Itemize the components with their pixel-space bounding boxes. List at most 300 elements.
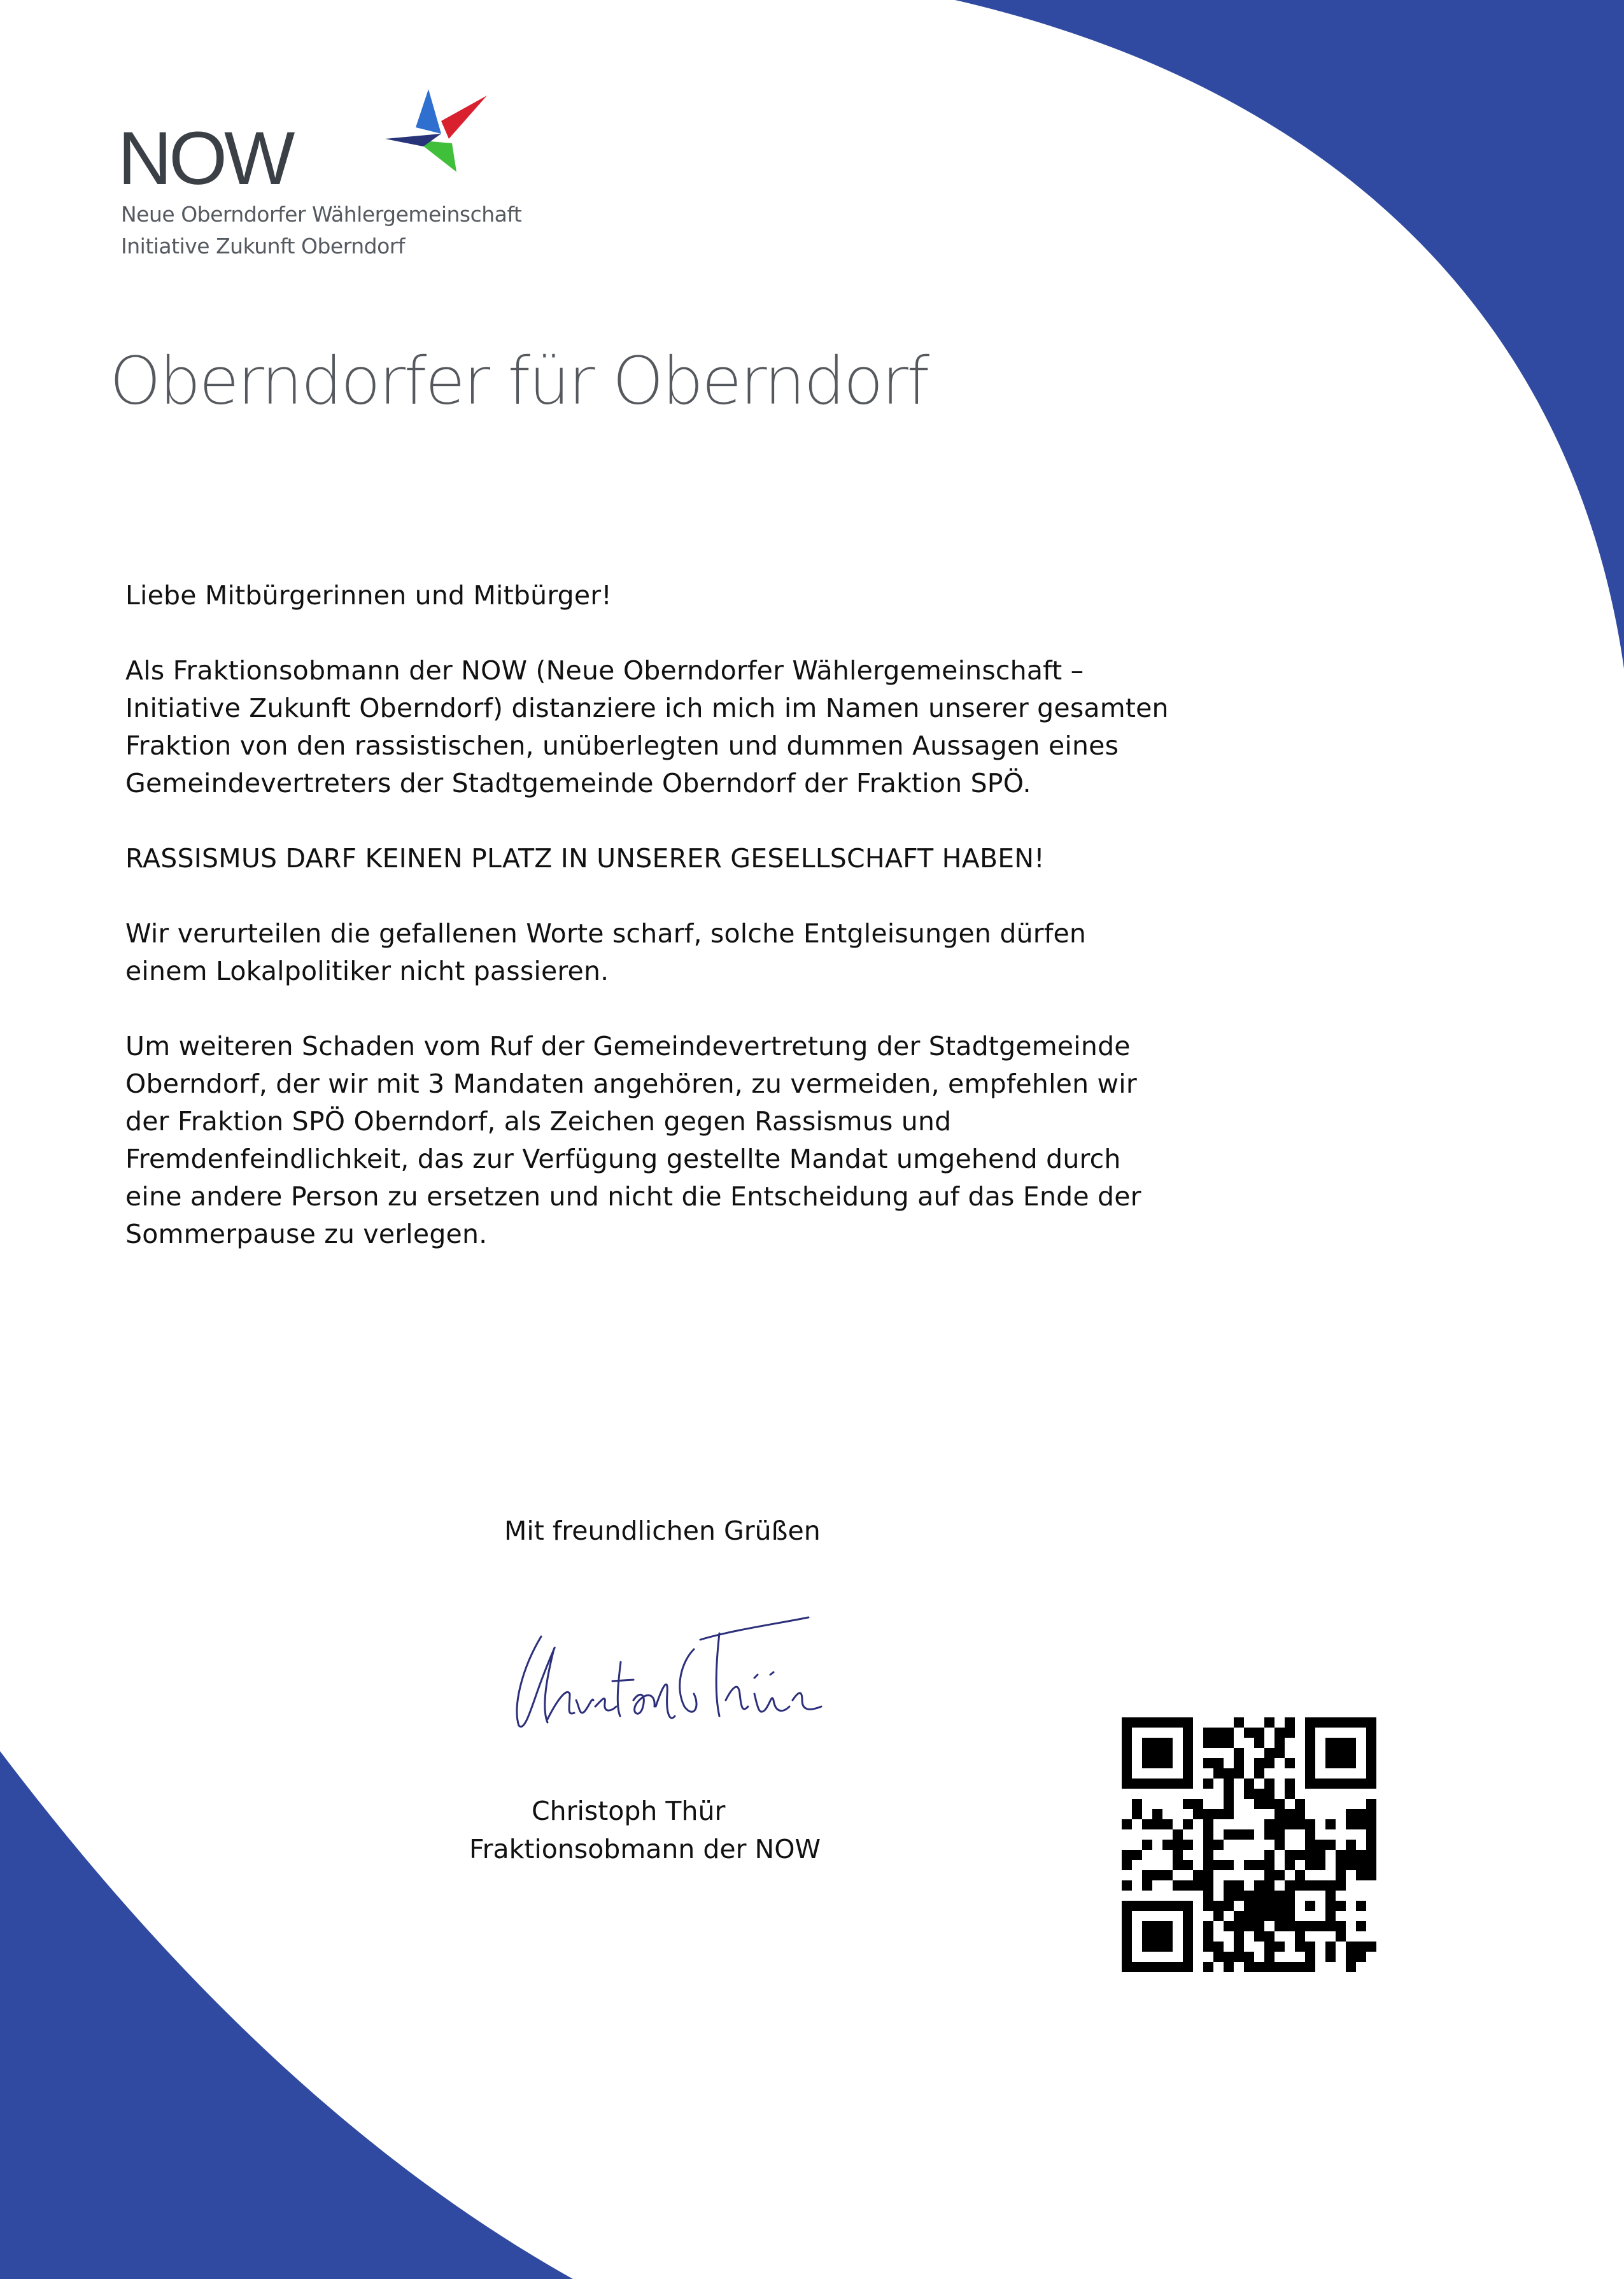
qr-module [1122, 1758, 1132, 1768]
qr-module [1346, 1840, 1356, 1850]
qr-module [1325, 1758, 1336, 1768]
qr-module [1346, 1809, 1356, 1819]
qr-module [1285, 1921, 1295, 1931]
qr-module [1122, 1931, 1132, 1942]
qr-module [1325, 1748, 1336, 1758]
qr-module [1305, 1778, 1315, 1789]
qr-module [1285, 1758, 1295, 1768]
qr-module [1366, 1738, 1376, 1748]
paragraph-line: Fremdenfeindlichkeit, das zur Verfügung gestellte Mandat umgehend durch [125, 1144, 1121, 1174]
qr-module [1366, 1728, 1376, 1738]
qr-module [1356, 1809, 1366, 1819]
paragraph-line: Initiative Zukunft Oberndorf) distanziere ich mich im Namen unserer gesamten [125, 693, 1169, 723]
qr-module [1234, 1717, 1244, 1728]
letter-body [125, 577, 1233, 1291]
qr-module [1285, 1901, 1295, 1911]
qr-module [1122, 1748, 1132, 1758]
qr-module [1264, 1819, 1274, 1829]
qr-module [1173, 1880, 1183, 1891]
qr-module [1122, 1850, 1132, 1860]
qr-module [1346, 1860, 1356, 1870]
handwritten-signature [503, 1611, 847, 1738]
signer-role: Fraktionsobmann der NOW [469, 1834, 821, 1864]
logo-wordmark: NOW [118, 117, 292, 201]
qr-module [1122, 1921, 1132, 1931]
qr-module [1366, 1809, 1376, 1819]
qr-module [1264, 1778, 1274, 1789]
qr-module [1305, 1738, 1315, 1748]
qr-module [1274, 1748, 1285, 1758]
qr-module [1142, 1962, 1152, 1972]
qr-module [1203, 1819, 1213, 1829]
qr-module [1274, 1911, 1285, 1921]
qr-module [1234, 1921, 1244, 1931]
qr-module [1305, 1962, 1315, 1972]
paragraph-4 [125, 1028, 1233, 1253]
qr-module [1366, 1819, 1376, 1829]
paragraph-1 [125, 652, 1233, 802]
qr-module [1152, 1748, 1162, 1758]
qr-module [1274, 1738, 1285, 1748]
qr-module [1152, 1901, 1162, 1911]
qr-module [1224, 1738, 1234, 1748]
qr-module [1264, 1789, 1274, 1799]
qr-module [1315, 1717, 1325, 1728]
qr-module [1336, 1921, 1346, 1931]
qr-module [1142, 1748, 1152, 1758]
qr-module [1336, 1850, 1346, 1860]
qr-module [1244, 1911, 1254, 1921]
qr-module [1244, 1778, 1254, 1789]
qr-module [1356, 1717, 1366, 1728]
qr-module [1234, 1768, 1244, 1778]
qr-module [1346, 1952, 1356, 1962]
qr-module [1274, 1840, 1285, 1850]
qr-module [1122, 1738, 1132, 1748]
qr-module [1234, 1911, 1244, 1921]
qr-module [1264, 1717, 1274, 1728]
qr-module [1224, 1799, 1234, 1809]
qr-module [1203, 1891, 1213, 1901]
qr-module [1264, 1758, 1274, 1768]
qr-module [1142, 1931, 1152, 1942]
qr-module [1224, 1901, 1234, 1911]
logo-subtitle-line2: Initiative Zukunft Oberndorf [121, 234, 405, 259]
qr-module [1224, 1778, 1234, 1789]
qr-module [1152, 1921, 1162, 1931]
qr-module [1264, 1901, 1274, 1911]
qr-module [1274, 1799, 1285, 1809]
qr-module [1162, 1870, 1173, 1880]
qr-module [1183, 1962, 1193, 1972]
qr-module [1122, 1778, 1132, 1789]
qr-module [1203, 1778, 1213, 1789]
qr-module [1346, 1962, 1356, 1972]
qr-module [1274, 1829, 1285, 1840]
tagline-heading: Oberndorfer für Oberndorf [109, 343, 928, 420]
qr-module [1152, 1819, 1162, 1829]
top-right-blue-swoosh [955, 0, 1624, 669]
paragraph-line: eine andere Person zu ersetzen und nicht die Entscheidung auf das Ende der [125, 1181, 1141, 1212]
qr-module [1315, 1778, 1325, 1789]
qr-module [1213, 1901, 1224, 1911]
qr-module [1142, 1942, 1152, 1952]
qr-module [1203, 1829, 1213, 1840]
qr-module [1274, 1728, 1285, 1738]
qr-module [1224, 1880, 1234, 1891]
qr-module [1315, 1840, 1325, 1850]
qr-module [1274, 1891, 1285, 1901]
qr-module [1254, 1728, 1264, 1738]
qr-module [1325, 1738, 1336, 1748]
qr-module [1244, 1789, 1254, 1799]
qr-module [1132, 1778, 1142, 1789]
paragraph-2 [125, 840, 1233, 877]
qr-module [1356, 1870, 1366, 1880]
qr-module [1274, 1921, 1285, 1931]
qr-module [1162, 1921, 1173, 1931]
qr-module [1264, 1891, 1274, 1901]
qr-module [1336, 1717, 1346, 1728]
paragraph-line: Sommerpause zu verlegen. [125, 1219, 488, 1249]
qr-module [1315, 1850, 1325, 1860]
qr-module [1346, 1748, 1356, 1758]
qr-module [1366, 1860, 1376, 1870]
paragraph-line: Um weiteren Schaden vom Ruf der Gemeindevertretung der Stadtgemeinde [125, 1031, 1131, 1061]
qr-module [1285, 1891, 1295, 1901]
qr-module [1305, 1819, 1315, 1829]
qr-module [1305, 1880, 1315, 1891]
qr-module [1193, 1880, 1203, 1891]
qr-module [1264, 1942, 1274, 1952]
qr-module [1213, 1758, 1224, 1768]
qr-module [1254, 1911, 1264, 1921]
qr-module [1366, 1942, 1376, 1952]
qr-module [1336, 1870, 1346, 1880]
qr-module [1336, 1778, 1346, 1789]
qr-module [1183, 1901, 1193, 1911]
qr-module [1203, 1870, 1213, 1880]
qr-module [1132, 1962, 1142, 1972]
paragraph-line: Als Fraktionsobmann der NOW (Neue Oberndorfer Wählergemeinschaft – [125, 655, 1084, 686]
qr-module [1224, 1891, 1234, 1901]
qr-module [1183, 1921, 1193, 1931]
qr-module [1325, 1717, 1336, 1728]
qr-module [1224, 1728, 1234, 1738]
qr-module [1173, 1962, 1183, 1972]
qr-module [1213, 1860, 1224, 1870]
qr-module [1122, 1819, 1132, 1829]
qr-module [1152, 1931, 1162, 1942]
qr-module [1366, 1758, 1376, 1768]
qr-module [1366, 1870, 1376, 1880]
paragraph-line: Fraktion von den rassistischen, unüberlegten und dummen Aussagen eines [125, 730, 1119, 761]
qr-module [1264, 1799, 1274, 1809]
qr-module [1295, 1799, 1305, 1809]
qr-module [1305, 1901, 1315, 1911]
qr-module [1366, 1840, 1376, 1850]
qr-module [1142, 1819, 1152, 1829]
qr-module [1295, 1870, 1305, 1880]
qr-module [1285, 1809, 1295, 1819]
qr-module [1254, 1880, 1264, 1891]
qr-module [1295, 1962, 1305, 1972]
qr-module [1203, 1880, 1213, 1891]
qr-module [1356, 1942, 1366, 1952]
qr-module [1356, 1778, 1366, 1789]
qr-module [1152, 1717, 1162, 1728]
qr-module [1346, 1758, 1356, 1768]
qr-module [1162, 1778, 1173, 1789]
qr-module [1203, 1809, 1213, 1819]
qr-module [1305, 1840, 1315, 1850]
qr-module [1356, 1921, 1366, 1931]
qr-module [1162, 1748, 1173, 1758]
qr-module [1183, 1748, 1193, 1758]
qr-module [1244, 1891, 1254, 1901]
qr-module [1132, 1799, 1142, 1809]
qr-module [1162, 1901, 1173, 1911]
qr-module [1162, 1962, 1173, 1972]
qr-module [1356, 1901, 1366, 1911]
qr-module [1203, 1758, 1213, 1768]
qr-module [1305, 1728, 1315, 1738]
qr-module [1173, 1860, 1183, 1870]
qr-module [1264, 1870, 1274, 1880]
qr-module [1234, 1952, 1244, 1962]
signer-name: Christoph Thür [532, 1796, 726, 1826]
logo-subtitle-line1: Neue Oberndorfer Wählergemeinschaft [121, 202, 522, 227]
qr-module [1264, 1911, 1274, 1921]
star-red-point [441, 96, 487, 139]
qr-module [1366, 1768, 1376, 1778]
qr-module [1264, 1962, 1274, 1972]
qr-module [1254, 1799, 1264, 1809]
qr-module [1203, 1840, 1213, 1850]
qr-module [1244, 1728, 1254, 1738]
qr-module [1264, 1850, 1274, 1860]
qr-module [1152, 1870, 1162, 1880]
qr-module [1285, 1778, 1295, 1789]
qr-module [1295, 1921, 1305, 1931]
qr-code-icon[interactable] [1122, 1717, 1376, 1972]
qr-module [1132, 1809, 1142, 1819]
logo [118, 83, 563, 274]
qr-module [1142, 1921, 1152, 1931]
qr-module [1254, 1931, 1264, 1942]
qr-module [1254, 1789, 1264, 1799]
qr-module [1285, 1860, 1295, 1870]
qr-module [1142, 1880, 1152, 1891]
qr-module [1183, 1952, 1193, 1962]
qr-module [1122, 1962, 1132, 1972]
qr-module [1305, 1758, 1315, 1768]
qr-module [1336, 1901, 1346, 1911]
qr-module [1193, 1799, 1203, 1809]
qr-module [1213, 1952, 1224, 1962]
qr-module [1162, 1931, 1173, 1942]
qr-module [1122, 1911, 1132, 1921]
qr-module [1285, 1819, 1295, 1829]
qr-module [1213, 1840, 1224, 1850]
qr-module [1142, 1840, 1152, 1850]
qr-module [1244, 1952, 1254, 1962]
qr-module [1336, 1748, 1346, 1758]
qr-module [1366, 1748, 1376, 1758]
salutation: Liebe Mitbürgerinnen und Mitbürger! [125, 580, 612, 611]
paragraph-line: Oberndorf, der wir mit 3 Mandaten angehören, zu vermeiden, empfehlen wir [125, 1069, 1137, 1099]
qr-module [1234, 1880, 1244, 1891]
qr-module [1285, 1717, 1295, 1728]
qr-module [1203, 1738, 1213, 1748]
qr-module [1295, 1880, 1305, 1891]
qr-module [1244, 1901, 1254, 1911]
qr-module [1274, 1809, 1285, 1819]
paragraph-line: einem Lokalpolitiker nicht passieren. [125, 956, 609, 986]
qr-module [1356, 1819, 1366, 1829]
qr-module [1224, 1952, 1234, 1962]
qr-module [1173, 1778, 1183, 1789]
qr-module [1234, 1891, 1244, 1901]
qr-module [1274, 1962, 1285, 1972]
qr-module [1122, 1717, 1132, 1728]
qr-module [1356, 1860, 1366, 1870]
qr-module [1142, 1738, 1152, 1748]
paragraph-3 [125, 915, 1233, 990]
qr-module [1213, 1768, 1224, 1778]
qr-module [1305, 1829, 1315, 1840]
qr-module [1325, 1952, 1336, 1962]
qr-module [1325, 1778, 1336, 1789]
qr-module [1183, 1758, 1193, 1768]
qr-module [1142, 1778, 1152, 1789]
qr-module [1325, 1891, 1336, 1901]
qr-module [1162, 1738, 1173, 1748]
qr-module [1264, 1952, 1274, 1962]
qr-module [1203, 1728, 1213, 1738]
qr-module [1183, 1778, 1193, 1789]
qr-module [1295, 1942, 1305, 1952]
paragraph-line: der Fraktion SPÖ Oberndorf, als Zeichen gegen Rassismus und [125, 1106, 952, 1137]
qr-module [1274, 1819, 1285, 1829]
qr-module [1346, 1717, 1356, 1728]
qr-module [1336, 1738, 1346, 1748]
qr-module [1254, 1891, 1264, 1901]
qr-module [1325, 1880, 1336, 1891]
qr-module [1305, 1921, 1315, 1931]
qr-module [1295, 1931, 1305, 1942]
qr-module [1122, 1901, 1132, 1911]
qr-module [1244, 1860, 1254, 1870]
qr-module [1254, 1738, 1264, 1748]
qr-module [1315, 1880, 1325, 1891]
qr-module [1295, 1850, 1305, 1860]
qr-module [1366, 1717, 1376, 1728]
qr-module [1193, 1870, 1203, 1880]
logo-star-icon [290, 83, 487, 178]
salutation-paragraph [125, 577, 1233, 614]
qr-module [1366, 1829, 1376, 1840]
qr-module [1285, 1850, 1295, 1860]
paragraph-line: Wir verurteilen die gefallenen Worte scharf, solche Entgleisungen dürfen [125, 918, 1087, 949]
qr-module [1315, 1860, 1325, 1870]
qr-module [1305, 1768, 1315, 1778]
qr-module [1264, 1829, 1274, 1840]
qr-module [1234, 1748, 1244, 1758]
qr-module [1366, 1850, 1376, 1860]
qr-module [1254, 1860, 1264, 1870]
bottom-left-blue-swoosh [0, 1751, 573, 2279]
qr-module [1183, 1717, 1193, 1728]
qr-module [1336, 1931, 1346, 1942]
qr-module [1213, 1911, 1224, 1921]
qr-module [1183, 1911, 1193, 1921]
qr-module [1152, 1942, 1162, 1952]
qr-module [1325, 1942, 1336, 1952]
qr-module [1356, 1850, 1366, 1860]
qr-module [1203, 1901, 1213, 1911]
qr-module [1274, 1942, 1285, 1952]
qr-module [1122, 1942, 1132, 1952]
qr-module [1173, 1840, 1183, 1850]
qr-module [1203, 1931, 1213, 1942]
qr-module [1264, 1880, 1274, 1891]
qr-module [1224, 1921, 1234, 1931]
qr-module [1224, 1860, 1234, 1870]
qr-module [1183, 1728, 1193, 1738]
qr-module [1305, 1942, 1315, 1952]
qr-module [1162, 1840, 1173, 1850]
qr-module [1183, 1799, 1193, 1809]
qr-module [1152, 1738, 1162, 1748]
qr-module [1285, 1911, 1295, 1921]
qr-module [1254, 1921, 1264, 1931]
qr-module [1356, 1952, 1366, 1962]
qr-module [1142, 1717, 1152, 1728]
qr-module [1325, 1840, 1336, 1850]
qr-module [1315, 1921, 1325, 1931]
qr-module [1285, 1728, 1295, 1738]
qr-module [1336, 1860, 1346, 1870]
qr-module [1366, 1778, 1376, 1789]
qr-module [1132, 1850, 1142, 1860]
closing-greeting: Mit freundlichen Grüßen [504, 1516, 821, 1546]
qr-module [1234, 1942, 1244, 1952]
qr-module [1203, 1850, 1213, 1860]
qr-module [1295, 1819, 1305, 1829]
qr-module [1244, 1962, 1254, 1972]
qr-module [1142, 1758, 1152, 1768]
qr-module [1183, 1880, 1193, 1891]
qr-module [1346, 1778, 1356, 1789]
qr-module [1173, 1717, 1183, 1728]
qr-module [1213, 1942, 1224, 1952]
qr-module [1234, 1931, 1244, 1942]
qr-module [1285, 1962, 1295, 1972]
qr-module [1152, 1809, 1162, 1819]
qr-module [1152, 1962, 1162, 1972]
qr-module [1254, 1962, 1264, 1972]
qr-module [1254, 1758, 1264, 1768]
qr-module [1183, 1931, 1193, 1942]
qr-module [1366, 1799, 1376, 1809]
qr-module [1183, 1860, 1193, 1870]
qr-module [1264, 1748, 1274, 1758]
qr-module [1285, 1880, 1295, 1891]
qr-module [1336, 1758, 1346, 1768]
qr-module [1325, 1911, 1336, 1921]
qr-module [1264, 1860, 1274, 1870]
